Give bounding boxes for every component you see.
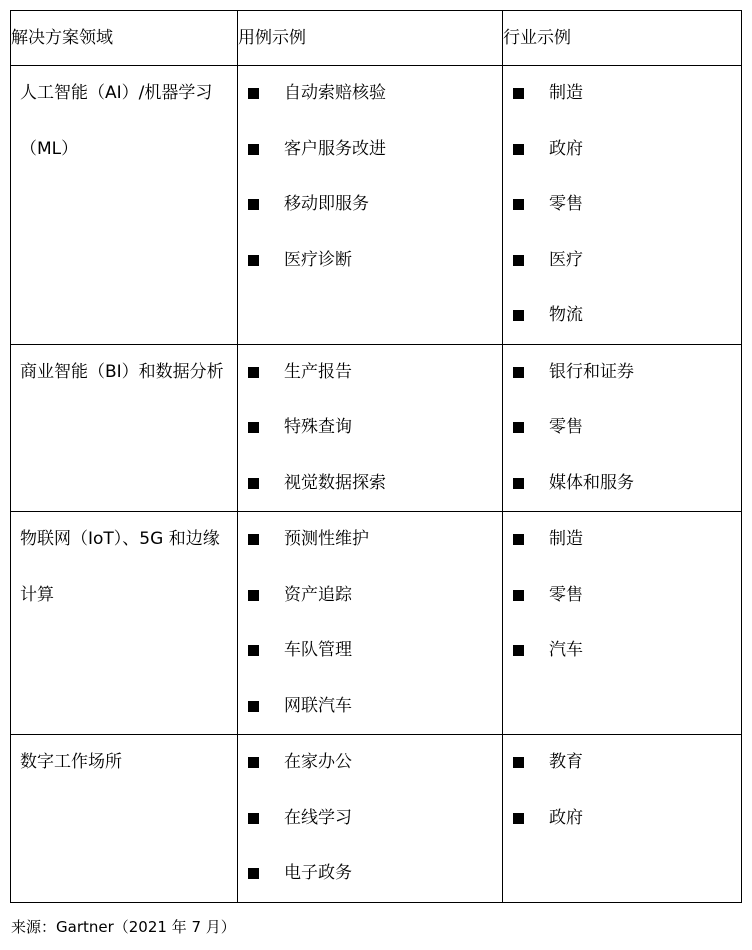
use-case-text: 视觉数据探索: [284, 472, 386, 493]
use-case-text: 特殊查询: [284, 417, 352, 437]
list-item: [238, 233, 502, 289]
industry-text: 银行和证券: [549, 361, 634, 382]
industry-text: 汽车: [549, 640, 583, 660]
bullet-square-icon: [513, 144, 524, 155]
bullet-square-icon: [248, 645, 259, 656]
bullet-square-icon: [513, 199, 524, 210]
bullet-square-icon: [513, 645, 524, 656]
list-item: [503, 512, 741, 568]
industry-list: [503, 735, 741, 846]
industry-text: 制造: [549, 83, 583, 103]
use-case-text: 在家办公: [284, 752, 352, 772]
industry-text: 媒体和服务: [549, 472, 634, 493]
bullet-square-icon: [248, 757, 259, 768]
bullet-square-icon: [248, 199, 259, 210]
list-item: [238, 846, 502, 902]
bullet-square-icon: [248, 144, 259, 155]
bullet-square-icon: [248, 534, 259, 545]
use-case-text: 生产报告: [284, 361, 352, 382]
use-case-text: 移动即服务: [284, 194, 369, 214]
bullet-square-icon: [513, 478, 524, 489]
use-case-text: 资产追踪: [284, 584, 352, 605]
bullet-square-icon: [248, 590, 259, 601]
bullet-square-icon: [513, 422, 524, 433]
bullet-square-icon: [248, 367, 259, 378]
use-case-list: [238, 512, 502, 734]
table-row: [11, 344, 742, 512]
use-case-text: 自动索赔核验: [284, 83, 386, 103]
list-item: [238, 345, 502, 401]
solution-area-text: 数字工作场所: [20, 752, 122, 772]
bullet-square-icon: [513, 757, 524, 768]
solution-area-cell: [11, 66, 238, 345]
bullet-square-icon: [248, 813, 259, 824]
use-cases-cell: [238, 512, 503, 735]
industries-cell: [503, 512, 742, 735]
list-item: [503, 400, 741, 456]
bullet-square-icon: [513, 590, 524, 601]
use-cases-cell: [238, 344, 503, 512]
bullet-square-icon: [513, 534, 524, 545]
list-item: [238, 623, 502, 679]
list-item: [238, 456, 502, 512]
solution-area-cell: [11, 344, 238, 512]
solution-area-text: 物联网（IoT）、5G 和边缘计算: [20, 529, 220, 605]
bullet-square-icon: [513, 88, 524, 99]
industry-list: [503, 512, 741, 679]
list-item: [238, 400, 502, 456]
use-case-list: [238, 66, 502, 288]
bullet-square-icon: [513, 310, 524, 321]
bullet-square-icon: [248, 868, 259, 879]
industry-text: 政府: [549, 138, 583, 159]
list-item: [238, 66, 502, 122]
bullet-square-icon: [248, 88, 259, 99]
solutions-table: [10, 10, 742, 903]
industry-list: [503, 345, 741, 512]
list-item: [503, 122, 741, 178]
industries-cell: [503, 344, 742, 512]
list-item: [503, 288, 741, 344]
header-row: [11, 11, 742, 66]
industry-text: 医疗: [549, 249, 583, 270]
industry-text: 零售: [549, 417, 583, 437]
header-solution-area: 解决方案领域: [11, 11, 238, 66]
list-item: [503, 345, 741, 401]
bullet-square-icon: [513, 367, 524, 378]
table-header: [11, 11, 742, 66]
bullet-square-icon: [248, 478, 259, 489]
industry-list: [503, 66, 741, 344]
list-item: [503, 177, 741, 233]
industry-text: 零售: [549, 194, 583, 214]
list-item: [503, 66, 741, 122]
use-case-text: 医疗诊断: [284, 249, 352, 270]
use-cases-cell: [238, 66, 503, 345]
use-case-text: 车队管理: [284, 640, 352, 660]
use-case-list: [238, 345, 502, 512]
industry-text: 零售: [549, 584, 583, 605]
industry-text: 物流: [549, 305, 583, 325]
list-item: [503, 735, 741, 791]
list-item: [238, 122, 502, 178]
list-item: [503, 568, 741, 624]
table-body: [11, 66, 742, 903]
list-item: [238, 512, 502, 568]
list-item: [238, 735, 502, 791]
use-case-text: 预测性维护: [284, 529, 369, 549]
bullet-square-icon: [248, 255, 259, 266]
list-item: [503, 791, 741, 847]
industries-cell: [503, 66, 742, 345]
list-item: [503, 456, 741, 512]
use-case-text: 电子政务: [284, 863, 352, 883]
bullet-square-icon: [248, 422, 259, 433]
bullet-square-icon: [513, 255, 524, 266]
industry-text: 制造: [549, 529, 583, 549]
bullet-square-icon: [513, 813, 524, 824]
list-item: [238, 568, 502, 624]
bullet-square-icon: [248, 701, 259, 712]
solution-area-cell: [11, 735, 238, 903]
use-case-text: 网联汽车: [284, 695, 352, 716]
solution-area-text: 商业智能（BI）和数据分析: [20, 361, 224, 382]
use-cases-cell: [238, 735, 503, 903]
solution-area-cell: [11, 512, 238, 735]
list-item: [238, 791, 502, 847]
use-case-text: 客户服务改进: [284, 138, 386, 159]
table-row: [11, 512, 742, 735]
header-industries: 行业示例: [503, 11, 742, 66]
table-row: [11, 66, 742, 345]
industry-text: 教育: [549, 752, 583, 772]
source-note: 来源：Gartner（2021 年 7 月）: [11, 918, 236, 936]
list-item: [503, 233, 741, 289]
list-item: [503, 623, 741, 679]
table-row: [11, 735, 742, 903]
use-case-list: [238, 735, 502, 902]
industries-cell: [503, 735, 742, 903]
solution-area-text: 人工智能（AI）/机器学习（ML）: [20, 83, 213, 159]
list-item: [238, 679, 502, 735]
header-use-cases: 用例示例: [238, 11, 503, 66]
industry-text: 政府: [549, 807, 583, 828]
use-case-text: 在线学习: [284, 807, 352, 828]
list-item: [238, 177, 502, 233]
